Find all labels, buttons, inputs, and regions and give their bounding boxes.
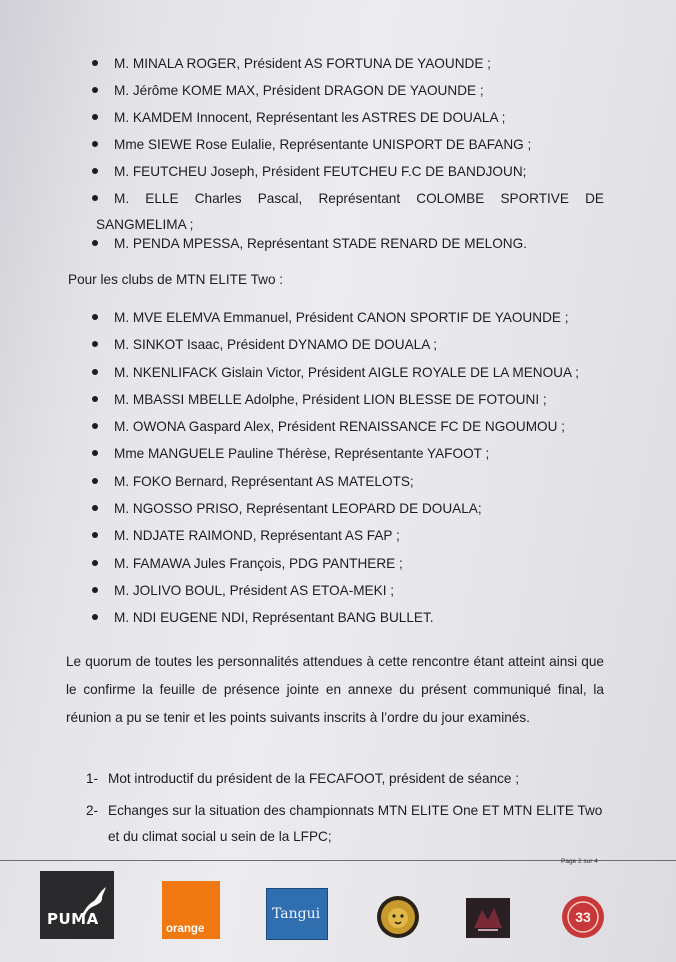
list-item: M. KAMDEM Innocent, Représentant les ASTRES DE DOUALA ; [96, 108, 604, 135]
kadji-emblem-icon [466, 898, 510, 938]
orange-label: orange [166, 923, 205, 935]
list-item [96, 189, 604, 234]
elite-two-heading: Pour les clubs de MTN ELITE Two : [68, 272, 284, 287]
list-item: M. FOKO Bernard, Représentant AS MATELOTS; [96, 472, 604, 499]
list-item-line: M. ELLE Charles Pascal, Représentant COLOMBE SPORTIVE DE [114, 191, 604, 206]
list-item: M. PENDA MPESSA, Représentant STADE RENARD DE MELONG. [96, 234, 604, 261]
page-number: Page 2 sur 4 [561, 858, 598, 865]
list-item: M. NKENLIFACK Gislain Victor, Président AIGLE ROYALE DE LA MENOUA ; [96, 363, 604, 390]
tangui-logo [266, 888, 328, 940]
agenda-text: Mot introductif du président de la FECAFOOT, président de séance ; [108, 771, 520, 786]
list-item: M. MINALA ROGER, Président AS FORTUNA DE YAOUNDE ; [96, 54, 604, 81]
list-item: M. FAMAWA Jules François, PDG PANTHERE ; [96, 554, 604, 581]
puma-label: PUMA [47, 910, 99, 928]
tangui-label: Tangui [272, 906, 321, 922]
list-item: M. SINKOT Isaac, Président DYNAMO DE DOUALA ; [96, 335, 604, 362]
agenda-item [86, 766, 606, 792]
list-item: M. JOLIVO BOUL, Président AS ETOA-MEKI ; [96, 581, 604, 608]
agenda-number: 2- [86, 803, 99, 818]
agenda-list [86, 766, 606, 850]
list-item: M. NDI EUGENE NDI, Représentant BANG BULLET. [96, 608, 604, 635]
lion-head-icon [376, 895, 420, 939]
list-item: M. NGOSSO PRISO, Représentant LEOPARD DE DOUALA; [96, 499, 604, 526]
list-item-line: SANGMELIMA ; [96, 217, 194, 232]
list-item: Mme SIEWE Rose Eulalie, Représentante UNISPORT DE BAFANG ; [96, 135, 604, 162]
agenda-text: Echanges sur la situation des championnats MTN ELITE One ET MTN ELITE Two et du climat social u sein de la LFPC; [108, 803, 603, 844]
elite-two-list [96, 308, 604, 636]
puma-logo [40, 871, 114, 939]
list-item: Mme MANGUELE Pauline Thérèse, Représentante YAFOOT ; [96, 444, 604, 471]
list-item: M. MBASSI MBELLE Adolphe, Président LION BLESSE DE FOTOUNI ; [96, 390, 604, 417]
list-item: M. Jérôme KOME MAX, Président DRAGON DE YAOUNDE ; [96, 81, 604, 108]
agenda-number: 1- [86, 771, 99, 786]
beer-33-logo [561, 895, 605, 939]
beer-33-label: 33 [575, 909, 591, 925]
agenda-item [86, 798, 606, 850]
sponsor-bar [0, 868, 676, 962]
quorum-paragraph: Le quorum de toutes les personnalités attendues à cette rencontre étant atteint ainsi que le confirme la feuille de présence jointe en annexe du présent communiqué final, la réunion a pu se tenir et les points suivants inscrits à l’ordre du jour examinés. [66, 654, 604, 725]
list-item: M. OWONA Gaspard Alex, Président RENAISSANCE FC DE NGOUMOU ; [96, 417, 604, 444]
list-item: M. MVE ELEMVA Emmanuel, Président CANON SPORTIF DE YAOUNDE ; [96, 308, 604, 335]
elite-one-list [96, 54, 604, 261]
orange-logo [162, 881, 220, 939]
list-item: M. FEUTCHEU Joseph, Président FEUTCHEU F.C DE BANDJOUN; [96, 162, 604, 189]
list-item: M. NDJATE RAIMOND, Représentant AS FAP ; [96, 526, 604, 553]
